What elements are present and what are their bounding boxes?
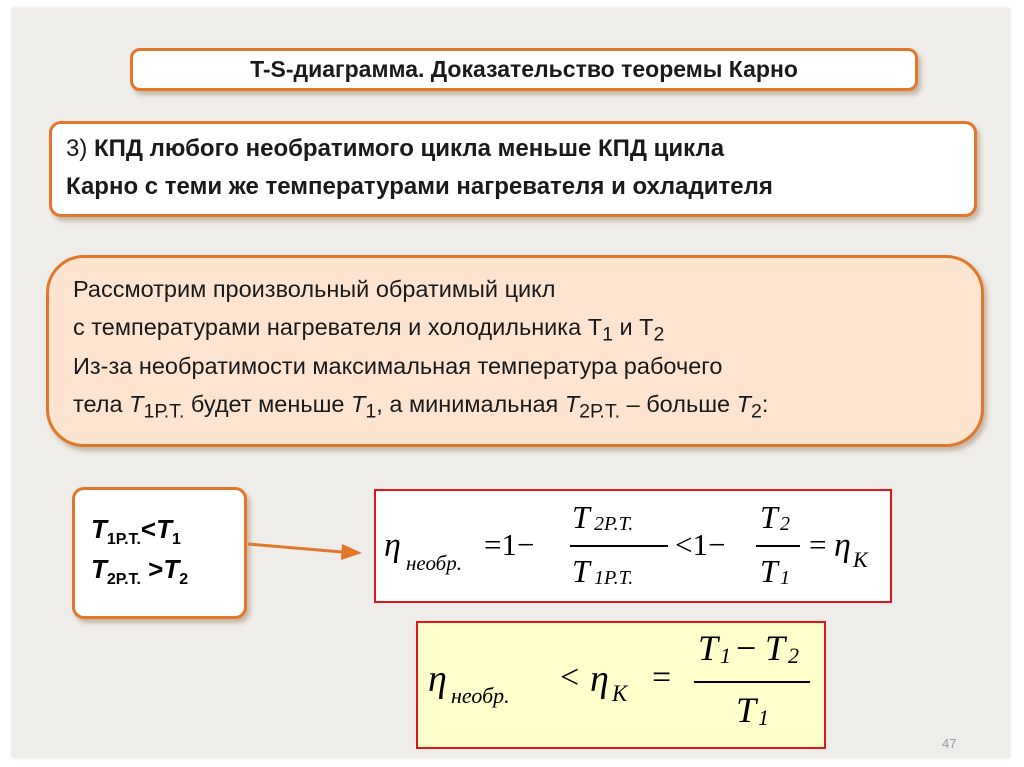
ineq1-right-sub: 1 xyxy=(172,531,181,549)
theorem-line-1 xyxy=(66,135,724,163)
title-box xyxy=(130,48,918,91)
ineq1-left-sub: 1Р.Т. xyxy=(106,531,141,549)
theorem-text-1: КПД любого необратимого цикла меньше КПД цикла xyxy=(94,135,725,162)
f1-eta-k: η xyxy=(834,527,851,564)
ineq2-left-sub: 2Р.Т. xyxy=(106,571,141,589)
arrow-right-icon xyxy=(246,535,366,565)
f1-num1-sub: 2P.T. xyxy=(594,513,634,535)
ineq1-right: T xyxy=(156,514,172,544)
page-number: 47 xyxy=(942,736,957,751)
f2-less-than: < xyxy=(560,659,580,696)
f1-equals: = xyxy=(809,527,827,562)
symbol-t1: T xyxy=(351,391,366,417)
f1-den2: T xyxy=(760,553,778,589)
consider-line-4-b: будет меньше xyxy=(184,391,352,417)
f1-den1: T xyxy=(572,553,590,589)
f1-den1-sub: 1P.T. xyxy=(594,567,634,589)
f1-num2: T xyxy=(760,499,778,535)
consider-sub-1: 1 xyxy=(602,323,613,346)
f2-eta: η xyxy=(428,658,447,700)
inequality-2 xyxy=(91,554,189,589)
consider-line-4-d: – больше xyxy=(620,391,737,417)
f1-num1: T xyxy=(572,499,590,535)
f2-den: T xyxy=(736,690,757,730)
f1-eta: η xyxy=(384,527,401,564)
slide xyxy=(12,8,1010,758)
theorem-box xyxy=(49,121,977,217)
f1-equals-one-minus: =1− xyxy=(484,527,535,562)
f1-less-one-minus: <1− xyxy=(675,527,726,562)
ineq1-left: T xyxy=(91,514,107,544)
f2-equals: = xyxy=(652,659,672,696)
f2-fraction-bar xyxy=(694,681,810,683)
ineq2-left: T xyxy=(91,554,107,584)
f2-num-a-sub: 1 xyxy=(720,643,731,668)
f2-eta-k-sub: K xyxy=(612,681,628,706)
theorem-line-2: Карно с теми же температурами нагревателя и охладителя xyxy=(66,173,773,200)
f2-num-a: T xyxy=(698,628,719,668)
consider-line-4-a: тела xyxy=(73,391,130,417)
f2-minus: − xyxy=(736,628,757,668)
consider-line-3: Из-за необратимости максимальная температура рабочего xyxy=(73,353,723,379)
f1-den2-sub: 1 xyxy=(780,567,790,589)
ineq2-right: T xyxy=(163,554,180,584)
consider-box xyxy=(46,255,984,447)
symbol-t2: T xyxy=(736,391,752,417)
f1-eta-sub: необр. xyxy=(406,551,462,575)
f2-den-sub: 1 xyxy=(758,705,769,730)
symbol-t1-sub: 1 xyxy=(365,400,377,423)
inequalities-box xyxy=(72,487,247,619)
formula-1-box xyxy=(374,489,892,603)
f2-eta-sub: необр. xyxy=(451,683,510,708)
consider-line-4-e: : xyxy=(761,391,769,417)
ineq2-right-sub: 2 xyxy=(179,571,189,589)
consider-line-4 xyxy=(73,391,769,423)
f1-eta-k-sub: K xyxy=(853,547,868,572)
consider-and: и Т xyxy=(612,314,654,340)
consider-line-4-c: , а минимальная xyxy=(376,391,565,417)
f2-num-b: T xyxy=(765,628,786,668)
symbol-t1pt-sub: 1Р.Т. xyxy=(143,400,185,423)
ineq2-op: > xyxy=(140,554,164,584)
consider-sub-2: 2 xyxy=(653,323,665,346)
consider-line-2 xyxy=(73,314,665,346)
consider-line-1: Рассмотрим произвольный обратимый цикл xyxy=(73,276,556,302)
f1-fraction-bar-2 xyxy=(756,545,800,547)
ineq1-op: < xyxy=(140,514,157,544)
slide-title: T-S-диаграмма. Доказательство теоремы Карно xyxy=(250,56,798,82)
symbol-t2-sub: 2 xyxy=(751,400,762,423)
formula-2-box xyxy=(416,621,826,749)
symbol-t1pt: T xyxy=(129,391,144,417)
consider-line-2-text: с температурами нагревателя и холодильника Т xyxy=(73,314,603,340)
inequality-1 xyxy=(91,514,181,549)
theorem-number: 3) xyxy=(66,135,95,162)
f1-num2-sub: 2 xyxy=(780,513,790,535)
symbol-t2pt-sub: 2Р.Т. xyxy=(579,400,621,423)
symbol-t2pt: T xyxy=(564,391,580,417)
f2-num-b-sub: 2 xyxy=(788,643,799,668)
f1-fraction-bar-1 xyxy=(570,545,668,547)
f2-eta-k: η xyxy=(590,658,609,700)
